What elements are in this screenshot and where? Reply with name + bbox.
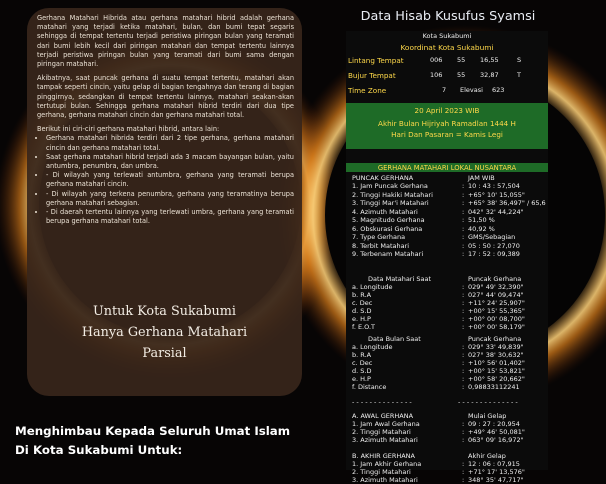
row-value: 042° 32' 44,224" bbox=[468, 207, 524, 216]
row-label: 6. Obskurasi Gerhana bbox=[352, 224, 423, 233]
date-text: 20 April 2023 WIB bbox=[414, 106, 480, 115]
bulan-title: Data Bulan Saat bbox=[368, 335, 421, 343]
list-item: • - Di wilayah yang terlewati antumbra, gerhana yang teramati berupa gerhana matahari cincin. bbox=[46, 171, 294, 189]
card-heading-line: Hanya Gerhana Matahari bbox=[81, 325, 248, 340]
row-value: 0,98833112241 bbox=[468, 383, 520, 391]
row-label: 1. Jam Awal Gerhana bbox=[352, 420, 420, 428]
lintang-degree: 006 bbox=[430, 56, 443, 64]
appeal-line-2: Di Kota Sukabumi Untuk: bbox=[15, 443, 183, 457]
info-card bbox=[27, 8, 302, 396]
row-value: 027° 38' 30,632" bbox=[468, 351, 524, 359]
info-paragraph-1: Gerhana Matahari Hibrida atau gerhana matahari hibrid adalah gerhana matahari yang terjadi ketika matahari, bulan, dan bumi tepat segaris sehingga di tempat tertentu terjadi peristiwa piringan bulan yang teramati dari bumi lebih kecil dari piringan matahari dan tempat tertentu lainnya terjadi peristiwa piringan bulan yang teramati dari bumi sama dengan piringan matahari. bbox=[37, 14, 294, 69]
table-row bbox=[346, 191, 606, 199]
row-sep: : bbox=[462, 207, 465, 216]
row-label: f. Distance bbox=[352, 383, 387, 391]
row-value: 10 : 43 : 57,504 bbox=[468, 182, 520, 190]
list-item: • - Di wilayah yang terkena penumbra, gerhana yang teramatinya berupa gerhana matahari sebagian. bbox=[46, 190, 294, 208]
info-list-intro: Berikut ini ciri-ciri gerhana matahari hibrid, antara lain: bbox=[37, 125, 220, 134]
row-label: d. S.D bbox=[352, 307, 372, 315]
row-sep: : bbox=[462, 182, 465, 190]
row-value: +00° 15' 55,365" bbox=[468, 307, 525, 315]
table-row bbox=[346, 307, 606, 315]
row-label: 8. Terbit Matahari bbox=[352, 241, 410, 250]
appeal-line-1: Menghimbau Kepada Seluruh Umat Islam bbox=[15, 424, 291, 438]
row-sep: : bbox=[462, 299, 465, 307]
row-label: d. S.D bbox=[352, 367, 372, 375]
section-bar bbox=[346, 163, 548, 172]
table-row bbox=[346, 436, 606, 444]
row-label: e. H.P bbox=[352, 315, 371, 323]
row-value: +00° 00' 08,700" bbox=[468, 315, 525, 323]
row-sep: : bbox=[462, 291, 465, 299]
row-label: 2. Tinggi Matahari bbox=[352, 468, 411, 476]
row-value: +00° 15' 53,821" bbox=[468, 367, 525, 375]
bujur-direction: T bbox=[517, 71, 521, 79]
table-row bbox=[346, 420, 606, 428]
row-value: GMS/Sebagian bbox=[468, 233, 516, 241]
dash-divider-right: - - - - - - - - - - - - - - bbox=[458, 398, 518, 406]
row-label: 2. Tinggi Matahari bbox=[352, 428, 411, 436]
table-row bbox=[346, 299, 606, 307]
row-label: a. Longitude bbox=[352, 343, 393, 351]
row-value: +11° 24' 25,907" bbox=[468, 299, 525, 307]
row-value: +00° 00' 58,179" bbox=[468, 323, 525, 331]
row-value: 40,92 % bbox=[468, 224, 495, 233]
row-sep: : bbox=[462, 323, 465, 331]
hisab-data-panel bbox=[346, 31, 548, 484]
row-label: a. Longitude bbox=[352, 283, 393, 291]
row-sep: : bbox=[462, 233, 465, 241]
info-bullet-list bbox=[37, 134, 294, 226]
puncak-header bbox=[346, 174, 606, 182]
lintang-minute: 55 bbox=[457, 56, 466, 64]
row-value: +65° 38' 36,497" / 65,6 bbox=[468, 199, 546, 207]
elevation-label: Elevasi bbox=[460, 86, 483, 94]
row-label: 5. Magnitudo Gerhana bbox=[352, 216, 425, 224]
row-value: +71° 17' 13,576" bbox=[468, 468, 525, 476]
row-sep: : bbox=[462, 383, 465, 391]
table-row bbox=[346, 216, 606, 224]
row-sep: : bbox=[462, 476, 465, 484]
row-value: 063° 09' 16,972" bbox=[468, 436, 524, 444]
list-item: • Saat gerhana matahari hibrid terjadi ada 3 macam bayangan bulan, yaitu antumbra, penumbra, dan umbra. bbox=[46, 153, 294, 171]
row-value: 12 : 06 : 07,915 bbox=[468, 460, 520, 468]
row-value: 029° 33' 49,839" bbox=[468, 343, 524, 351]
lintang-row bbox=[346, 56, 606, 64]
row-sep: : bbox=[462, 359, 465, 367]
lintang-second: 16,55 bbox=[480, 56, 499, 64]
row-value: 51,50 % bbox=[468, 216, 495, 224]
table-row bbox=[346, 250, 606, 258]
matahari-header bbox=[346, 275, 606, 283]
section-title: GERHANA MATAHARI LOKAL NUSANTARA bbox=[377, 164, 517, 172]
bujur-minute: 55 bbox=[457, 71, 466, 79]
table-row bbox=[346, 367, 606, 375]
row-sep: : bbox=[462, 199, 465, 207]
row-label: b. R.A bbox=[352, 291, 372, 299]
row-value: +49° 46' 50,081" bbox=[468, 428, 525, 436]
row-label: 3. Tinggi Mar'i Matahari bbox=[352, 199, 429, 207]
row-sep: : bbox=[462, 367, 465, 375]
dash-divider-left: - - - - - - - - - - - - - - bbox=[352, 398, 412, 406]
row-sep: : bbox=[462, 216, 465, 224]
row-value: +10° 56' 01,402" bbox=[468, 359, 525, 367]
table-row bbox=[346, 359, 606, 367]
row-value: 17 : 52 : 09,389 bbox=[468, 250, 520, 258]
table-row bbox=[346, 428, 606, 436]
row-sep: : bbox=[462, 460, 465, 468]
bujur-second: 32,87 bbox=[480, 71, 499, 79]
table-row bbox=[346, 291, 606, 299]
table-row bbox=[346, 315, 606, 323]
table-row bbox=[346, 233, 606, 241]
info-paragraph-2: Akibatnya, saat puncak gerhana di suatu tempat tertentu, matahari akan tampak seperti cincin, yaitu gelap di bagian tengahnya dan terang di bagian pinggirnya, sedangkan di tempat tertentu lainnya, matahari seakan-akan tertutupi bulan. Sehingga gerhana matahari hibrid terdiri dari dua tipe gerhana, gerhana matahari cincin dan gerhana matahari total. bbox=[37, 74, 294, 120]
matahari-column: Puncak Gerhana bbox=[468, 275, 522, 283]
row-sep: : bbox=[462, 420, 465, 428]
table-row bbox=[346, 375, 606, 383]
row-label: c. Dec bbox=[352, 299, 373, 307]
table-row bbox=[346, 283, 606, 291]
row-label: 3. Azimuth Matahari bbox=[352, 476, 418, 484]
table-row bbox=[346, 460, 606, 468]
matahari-title: Data Matahari Saat bbox=[368, 275, 431, 283]
table-row bbox=[346, 383, 606, 391]
row-value: +65° 10' 15,055" bbox=[468, 190, 525, 199]
akhir-title: B. AKHIR GERHANA bbox=[352, 452, 415, 460]
table-row bbox=[346, 242, 606, 250]
list-item: • Gerhana matahari hibrida terdiri dari 2 tipe gerhana, gerhana matahari cincin dan gerhana matahari total. bbox=[46, 134, 294, 152]
row-label: f. E.O.T bbox=[352, 323, 376, 331]
row-label: 1. Jam Akhir Gerhana bbox=[352, 460, 422, 468]
awal-title: A. AWAL GERHANA bbox=[352, 412, 414, 420]
akhir-header bbox=[346, 452, 606, 460]
table-row bbox=[346, 351, 606, 359]
table-row bbox=[346, 208, 606, 216]
row-label: c. Dec bbox=[352, 359, 373, 367]
bujur-row bbox=[346, 71, 606, 79]
awal-column: Mulai Gelap bbox=[468, 412, 507, 420]
table-row bbox=[346, 323, 606, 331]
row-value: 029° 49' 32,390" bbox=[468, 283, 524, 291]
row-sep: : bbox=[462, 375, 465, 383]
row-value: 027° 44' 09,474" bbox=[468, 291, 524, 299]
timezone-value: 7 bbox=[442, 86, 447, 94]
row-sep: : bbox=[462, 315, 465, 323]
timezone-label: Time Zone bbox=[348, 86, 387, 95]
row-sep: : bbox=[462, 351, 465, 359]
lintang-direction: S bbox=[517, 56, 522, 64]
row-sep: : bbox=[462, 307, 465, 315]
puncak-title: PUNCAK GERHANA bbox=[352, 174, 414, 182]
bulan-header bbox=[346, 335, 606, 343]
row-label: 2. Tinggi Hakiki Matahari bbox=[352, 190, 433, 199]
row-value: 09 : 27 : 20,954 bbox=[468, 420, 520, 428]
table-row bbox=[346, 468, 606, 476]
card-heading-line: Untuk Kota Sukabumi bbox=[92, 304, 237, 319]
row-value: +00° 58' 20,662" bbox=[468, 375, 525, 383]
bujur-label: Bujur Tempat bbox=[348, 71, 396, 80]
table-row bbox=[346, 476, 606, 484]
table-row bbox=[346, 225, 606, 233]
bulan-column: Puncak Gerhana bbox=[468, 335, 522, 343]
row-sep: : bbox=[462, 224, 465, 233]
elevation-value: 623 bbox=[492, 86, 505, 94]
pasaran-text: Hari Dan Pasaran = Kamis Legi bbox=[391, 130, 503, 139]
row-sep: : bbox=[462, 250, 465, 258]
table-row bbox=[346, 182, 606, 190]
row-sep: : bbox=[462, 428, 465, 436]
row-sep: : bbox=[462, 468, 465, 476]
date-box bbox=[346, 103, 548, 149]
row-label: 7. Type Gerhana bbox=[352, 233, 406, 241]
appeal-text bbox=[15, 422, 290, 460]
row-label: b. R.A bbox=[352, 351, 372, 359]
row-sep: : bbox=[462, 343, 465, 351]
card-heading-line: Parsial bbox=[142, 346, 187, 361]
row-value: 05 : 50 : 27,070 bbox=[468, 241, 520, 250]
row-label: e. H.P bbox=[352, 375, 371, 383]
row-label: 9. Terbenam Matahari bbox=[352, 250, 424, 258]
card-heading bbox=[27, 301, 302, 364]
row-label: 3. Azimuth Matahari bbox=[352, 436, 418, 444]
puncak-column: JAM WIB bbox=[468, 174, 495, 182]
divider-row bbox=[346, 398, 606, 406]
city-name: Kota Sukabumi bbox=[422, 32, 472, 40]
row-label: 1. Jam Puncak Gerhana bbox=[352, 182, 428, 190]
row-sep: : bbox=[462, 283, 465, 291]
awal-header bbox=[346, 412, 606, 420]
row-sep: : bbox=[462, 436, 465, 444]
hijri-text: Akhir Bulan Hijriyah Ramadlan 1444 H bbox=[378, 119, 516, 128]
table-row bbox=[346, 343, 606, 351]
coordinate-title: Koordinat Kota Sukabumi bbox=[400, 43, 494, 52]
row-value: 348° 35' 47,717" bbox=[468, 476, 524, 484]
table-row bbox=[346, 199, 606, 207]
row-sep: : bbox=[462, 190, 465, 199]
row-sep: : bbox=[462, 241, 465, 250]
row-label: 4. Azimuth Matahari bbox=[352, 207, 418, 216]
akhir-column: Akhir Gelap bbox=[468, 452, 506, 460]
list-item: • - Di daerah tertentu lainnya yang terlewati umbra, gerhana yang teramati berupa gerhana matahari total. bbox=[46, 208, 294, 226]
lintang-label: Lintang Tempat bbox=[348, 56, 404, 65]
panel-title: Data Hisab Kusufus Syamsi bbox=[360, 9, 536, 24]
timezone-row bbox=[346, 86, 606, 94]
bujur-degree: 106 bbox=[430, 71, 443, 79]
